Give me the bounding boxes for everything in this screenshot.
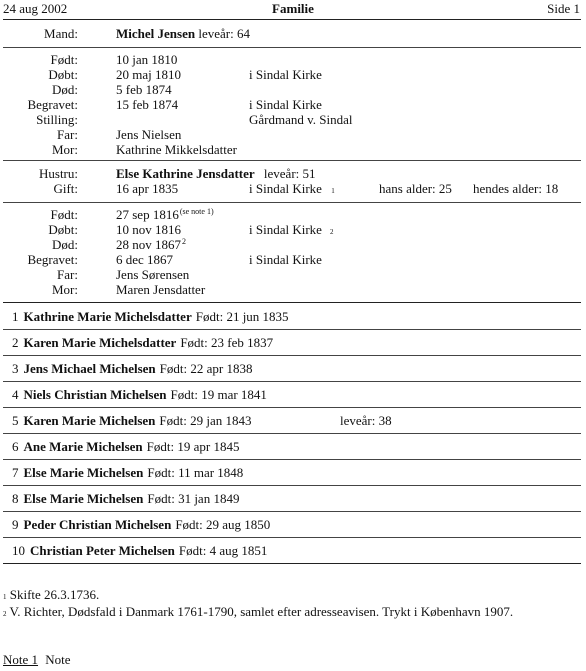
- husband-divider: [3, 47, 581, 48]
- wife-label: Hustru:: [39, 166, 78, 181]
- married-place-line: [249, 181, 335, 199]
- note-1-link[interactable]: Note 1: [3, 652, 39, 667]
- header-divider: [3, 19, 581, 20]
- fact-note: (se note 1): [179, 207, 214, 216]
- report-date: 24 aug 2002: [3, 1, 68, 16]
- child-divider: [3, 355, 581, 356]
- child-name: Jens Michael Michelsen: [23, 361, 156, 376]
- husband-label: Mand:: [44, 26, 78, 41]
- child-name: Karen Marie Michelsen: [23, 413, 156, 428]
- child-number: 4: [12, 387, 19, 402]
- fact-value: 10 nov 1816: [116, 222, 181, 237]
- fact-value: 10 jan 1810: [116, 52, 178, 67]
- child-number: 6: [12, 439, 19, 454]
- fact-label: Døbt:: [48, 222, 78, 237]
- wife-name: Else Kathrine Jensdatter: [116, 166, 255, 181]
- child-row[interactable]: [12, 465, 243, 480]
- child-born: Født: 22 apr 1838: [159, 361, 253, 376]
- fact-value: 20 maj 1810: [116, 67, 181, 82]
- fact-label: Stilling:: [36, 112, 78, 127]
- fact-label: Far:: [57, 127, 78, 142]
- fact-place-line: [249, 222, 333, 240]
- fact-label: Død:: [52, 82, 78, 97]
- page-number: Side 1: [547, 1, 580, 16]
- child-born: Født: 4 aug 1851: [178, 543, 268, 558]
- child-row[interactable]: [12, 491, 239, 506]
- married-label: Gift:: [53, 181, 78, 196]
- page-title: Familie: [272, 1, 314, 16]
- child-name: Ane Marie Michelsen: [23, 439, 143, 454]
- child-number: 10: [12, 543, 25, 558]
- child-name: Else Marie Michelsen: [23, 465, 144, 480]
- fact-value: 6 dec 1867: [116, 252, 174, 267]
- footnote-1-text: Skifte 26.3.1736.: [9, 587, 100, 602]
- fact-place: Gårdmand v. Sindal: [249, 112, 353, 127]
- footnote-1: [3, 587, 99, 605]
- husband-age: leveår: 64: [198, 26, 250, 41]
- footnote-2-text: V. Richter, Dødsfald i Danmark 1761-1790, samlet efter adresseavisen. Trykt i København 1907.: [9, 604, 514, 619]
- child-born: Født: 11 mar 1848: [147, 465, 244, 480]
- fact-label: Mor:: [52, 282, 78, 297]
- fact-label: Døbt:: [48, 67, 78, 82]
- child-row[interactable]: [12, 439, 239, 454]
- child-divider: [3, 537, 581, 538]
- note-line: [3, 652, 71, 667]
- child-divider: [3, 459, 581, 460]
- fact-label: Født:: [50, 52, 78, 67]
- child-born: Født: 23 feb 1837: [180, 335, 274, 350]
- fact-place-line: [249, 282, 257, 300]
- child-row[interactable]: [12, 517, 270, 532]
- married-note-ref: 1: [331, 187, 335, 195]
- fact-label: Begravet:: [27, 97, 78, 112]
- child-name: Else Marie Michelsen: [23, 491, 144, 506]
- child-number: 9: [12, 517, 19, 532]
- child-divider: [3, 329, 581, 330]
- child-born: Født: 19 apr 1845: [146, 439, 240, 454]
- married-date: 16 apr 1835: [116, 181, 179, 196]
- fact-value: Jens Sørensen: [116, 267, 190, 282]
- wife-age: leveår: 51: [263, 166, 316, 181]
- husband-name: Michel Jensen: [116, 26, 196, 41]
- footnote-2-number: 2: [3, 610, 7, 618]
- fact-value: 15 feb 1874: [116, 97, 179, 112]
- fact-place: i Sindal Kirke: [249, 97, 322, 112]
- wife-divider: [3, 202, 581, 203]
- fact-place: i Sindal Kirke: [249, 67, 322, 82]
- child-row[interactable]: [12, 335, 273, 350]
- child-name: Niels Christian Michelsen: [23, 387, 167, 402]
- note-text: Note: [45, 652, 71, 667]
- fact-label: Født:: [50, 207, 78, 222]
- child-divider: [3, 433, 581, 434]
- child-row[interactable]: [12, 309, 289, 324]
- child-number: 2: [12, 335, 19, 350]
- husband-age-at-marriage: hans alder: 25: [379, 181, 452, 196]
- fact-value: Jens Nielsen: [116, 127, 182, 142]
- child-divider: [3, 485, 581, 486]
- child-divider: [3, 407, 581, 408]
- wife-divider-top: [3, 160, 581, 161]
- fact-value: Kathrine Mikkelsdatter: [116, 142, 237, 157]
- child-born: Født: 21 jun 1835: [195, 309, 289, 324]
- footnote-2: [3, 604, 578, 622]
- child-divider: [3, 381, 581, 382]
- child-number: 7: [12, 465, 19, 480]
- child-number: 8: [12, 491, 19, 506]
- wife-age-at-marriage: hendes alder: 18: [473, 181, 559, 196]
- fact-place-line: [249, 252, 330, 270]
- child-name: Kathrine Marie Michelsdatter: [23, 309, 192, 324]
- child-name: Peder Christian Michelsen: [23, 517, 172, 532]
- child-born: Født: 19 mar 1841: [170, 387, 267, 402]
- child-born: Født: 31 jan 1849: [147, 491, 240, 506]
- wife-name-line: [116, 166, 316, 181]
- fact-label: Far:: [57, 267, 78, 282]
- child-number: 3: [12, 361, 19, 376]
- child-born: Født: 29 jan 1843: [159, 413, 252, 428]
- child-divider: [3, 511, 581, 512]
- fact-value-line: [116, 282, 206, 299]
- husband-name-line: [116, 26, 250, 41]
- children-divider-top: [3, 302, 581, 303]
- child-name: Christian Peter Michelsen: [30, 543, 175, 558]
- child-row[interactable]: [12, 413, 252, 428]
- fact-label: Mor:: [52, 142, 78, 157]
- child-number: 5: [12, 413, 19, 428]
- fact-place-note: 2: [329, 228, 334, 236]
- child-number: 1: [12, 309, 19, 324]
- fact-value: 5 feb 1874: [116, 82, 172, 97]
- fact-place: i Sindal Kirke: [249, 222, 322, 237]
- child-lifespan: leveår: 38: [340, 413, 392, 428]
- fact-note: 2: [182, 237, 186, 246]
- fact-value: 28 nov 1867: [116, 237, 181, 252]
- child-divider: [3, 563, 581, 564]
- fact-value: Maren Jensdatter: [116, 282, 206, 297]
- child-name: Karen Marie Michelsdatter: [23, 335, 177, 350]
- child-row[interactable]: [12, 361, 252, 376]
- fact-label: Begravet:: [27, 252, 78, 267]
- fact-place: i Sindal Kirke: [249, 252, 322, 267]
- fact-value: 27 sep 1816: [116, 207, 179, 222]
- child-row[interactable]: [12, 543, 267, 558]
- married-place: i Sindal Kirke: [249, 181, 322, 196]
- footnote-1-number: 1: [3, 593, 7, 601]
- child-row[interactable]: [12, 387, 267, 402]
- child-born: Født: 29 aug 1850: [175, 517, 271, 532]
- fact-label: Død:: [52, 237, 78, 252]
